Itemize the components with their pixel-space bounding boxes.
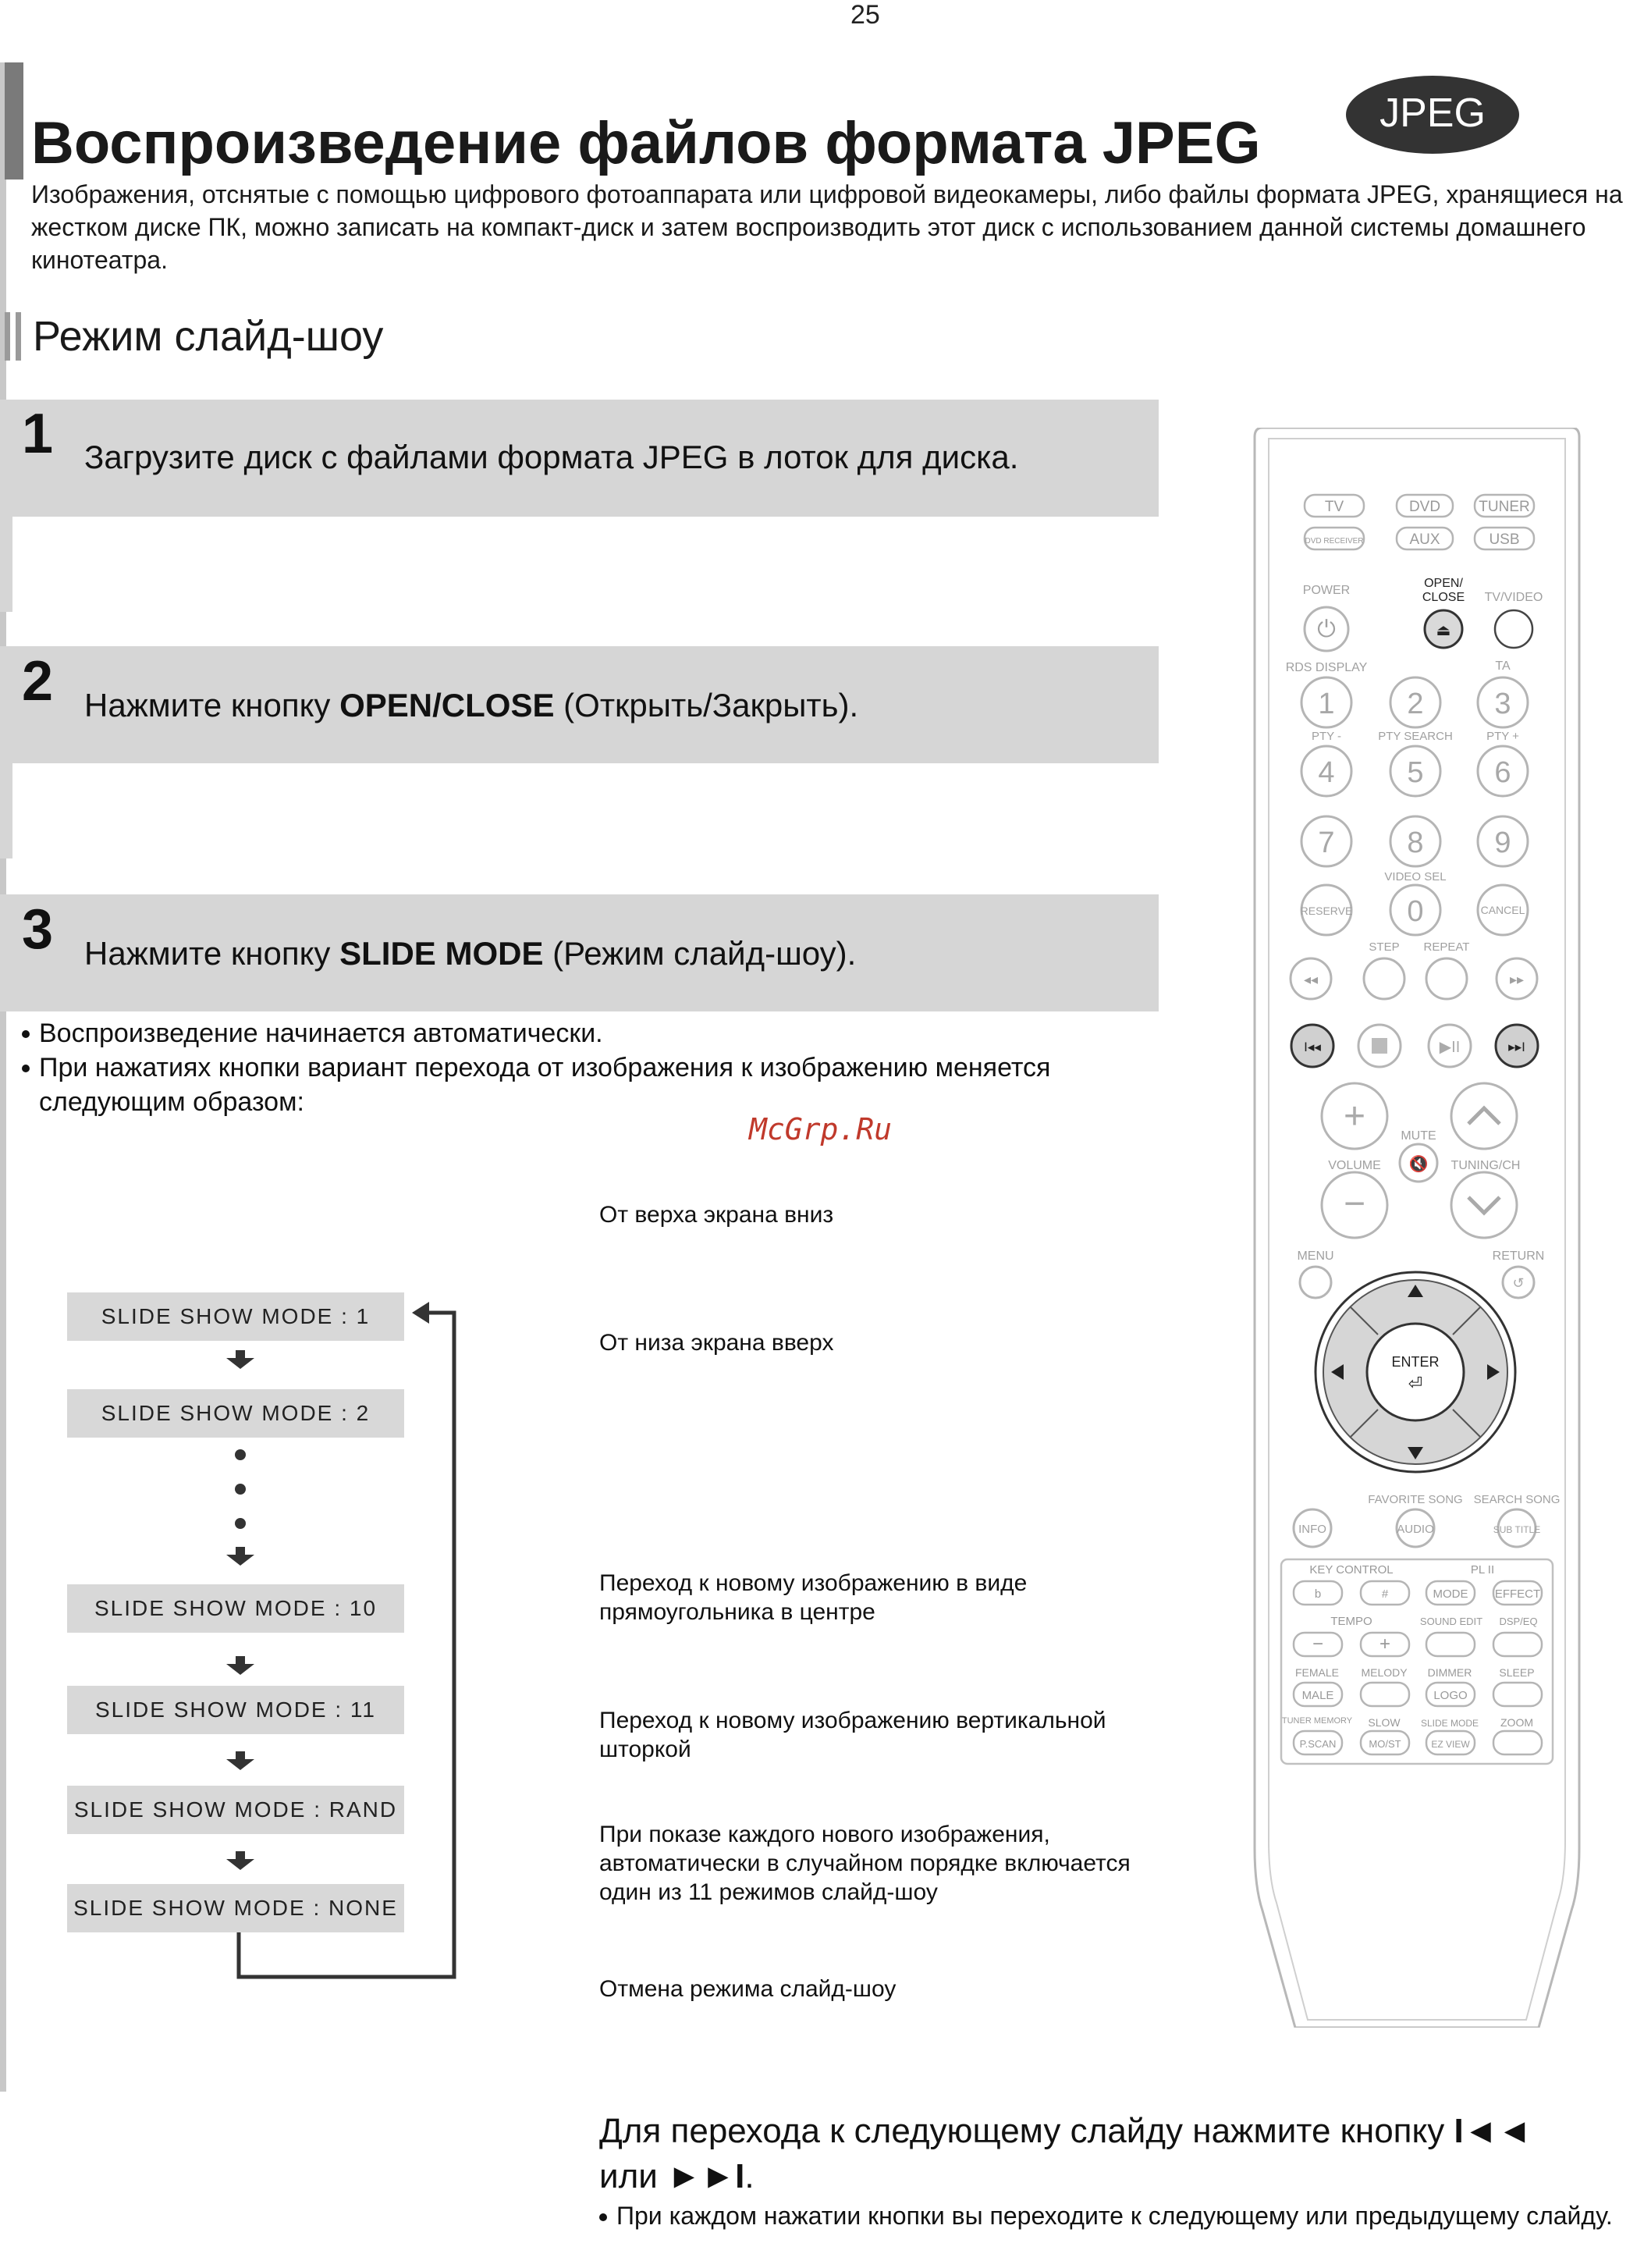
desc-mode-10: Переход к новому изображению в виде прямоугольника в центре xyxy=(599,1570,1028,1625)
desc-mode-rand: При показе каждого нового изображения, автоматически в случайном порядке включается один из 11 режимов слайд-шоу xyxy=(599,1822,1131,1905)
note-heading-end: . xyxy=(744,2157,755,2195)
desc-mode-2: От низа экрана вверх xyxy=(599,1330,834,1356)
prev-track-icon: I◂◂ xyxy=(1304,1040,1321,1054)
mo-st-button[interactable]: MO/ST xyxy=(1369,1738,1401,1750)
male-button[interactable]: MALE xyxy=(1301,1689,1334,1702)
step-2-gap xyxy=(0,763,12,858)
minus-icon: − xyxy=(1343,1183,1366,1225)
fast-forward-icon: ▸▸ xyxy=(1509,972,1525,987)
cancel-button[interactable]: CANCEL xyxy=(1480,904,1525,916)
jpeg-badge-label: JPEG xyxy=(1379,91,1486,136)
pty-search-label: PTY SEARCH xyxy=(1378,730,1453,743)
ellipsis-dot xyxy=(235,1484,246,1495)
desc-mode-1: От верха экрана вниз xyxy=(599,1202,834,1228)
mode-label: SLIDE SHOW MODE : 2 xyxy=(101,1401,371,1425)
step-1-number: 1 xyxy=(22,403,54,465)
logo-button[interactable]: LOGO xyxy=(1433,1689,1468,1702)
step-3-number: 3 xyxy=(22,898,54,961)
rds-label: RDS DISPLAY xyxy=(1285,661,1368,674)
step-label: STEP xyxy=(1369,940,1400,954)
source-tv[interactable]: TV xyxy=(1324,499,1344,515)
stop-icon xyxy=(1372,1038,1387,1054)
play-pause-icon: ▶II xyxy=(1439,1039,1461,1056)
menu-label: MENU xyxy=(1297,1250,1334,1263)
key-control-label: KEY CONTROL xyxy=(1309,1563,1394,1577)
down-arrow-icon xyxy=(226,1547,254,1566)
ez-view-button[interactable]: EZ VIEW xyxy=(1431,1739,1470,1750)
return-loop-line xyxy=(239,1313,454,1977)
flat-button[interactable]: b xyxy=(1314,1587,1322,1601)
mode-button[interactable]: MODE xyxy=(1433,1587,1468,1601)
sharp-button[interactable]: # xyxy=(1381,1587,1389,1601)
digit-2-button[interactable]: 2 xyxy=(1407,688,1424,720)
ellipsis-dot xyxy=(235,1518,246,1529)
list-item: При нажатиях кнопки вариант перехода от изображения к изображению меняется следующим образом: xyxy=(22,1050,1153,1119)
mode-label: SLIDE SHOW MODE : 10 xyxy=(94,1596,378,1620)
desc-mode-none: Отмена режима слайд-шоу xyxy=(599,1976,897,2002)
step-3-text-pre: Нажмите кнопку xyxy=(84,935,340,972)
step-2-text-pre: Нажмите кнопку xyxy=(84,687,340,723)
step-3-text-post: (Режим слайд-шоу). xyxy=(543,935,857,972)
source-dvd[interactable]: DVD xyxy=(1408,499,1441,515)
step-2-text xyxy=(84,687,858,724)
next-track-icon: ▸▸I xyxy=(1508,1040,1525,1054)
down-arrow-icon xyxy=(226,1656,254,1675)
mute-icon: 🔇 xyxy=(1408,1156,1429,1173)
mode-label: SLIDE SHOW MODE : 11 xyxy=(95,1697,376,1722)
effect-button[interactable]: EFFECT xyxy=(1494,1587,1541,1601)
list-item: При каждом нажатии кнопки вы переходите к следующему или предыдущему слайду. xyxy=(599,2199,1637,2232)
eject-icon: ⏏ xyxy=(1436,622,1451,639)
desc-mode-11: Переход к новому изображению вертикальной шторкой xyxy=(599,1708,1106,1762)
tempo-label: TEMPO xyxy=(1330,1615,1372,1628)
pty-plus-label: PTY + xyxy=(1486,730,1519,743)
mute-label: MUTE xyxy=(1401,1129,1436,1143)
remote-control xyxy=(1248,428,1584,2028)
search-song-label: SEARCH SONG xyxy=(1473,1493,1561,1506)
page-title: Воспроизведение файлов формата JPEG xyxy=(31,110,1261,176)
sound-edit-label: SOUND EDIT xyxy=(1419,1616,1483,1627)
rewind-icon: ◂◂ xyxy=(1303,972,1319,987)
tuning-label: TUNING/CH xyxy=(1450,1159,1521,1172)
enter-label: ENTER xyxy=(1391,1354,1440,1370)
video-sel-label: VIDEO SEL xyxy=(1384,870,1447,883)
tempo-minus-icon[interactable]: − xyxy=(1312,1633,1324,1655)
down-arrow-icon xyxy=(226,1851,254,1870)
open-close-label-1: OPEN/ xyxy=(1424,577,1463,590)
pty-minus-label: PTY - xyxy=(1311,730,1342,743)
step-3-bullets xyxy=(22,1016,1153,1119)
repeat-label: REPEAT xyxy=(1423,940,1470,954)
pscan-button[interactable]: P.SCAN xyxy=(1299,1738,1337,1750)
slide-mode-button-name: SLIDE MODE xyxy=(339,935,544,972)
enter-icon: ⏎ xyxy=(1408,1374,1423,1393)
favorite-song-label: FAVORITE SONG xyxy=(1368,1493,1463,1506)
dsp-eq-label: DSP/EQ xyxy=(1499,1616,1538,1627)
ellipsis-dot xyxy=(235,1449,246,1460)
prev-button-symbol: I◄◄ xyxy=(1454,2112,1532,2150)
digit-1-button[interactable]: 1 xyxy=(1318,688,1335,720)
plus-icon: + xyxy=(1343,1096,1366,1137)
step-2-text-post: (Открыть/Закрыть). xyxy=(554,687,859,723)
enter-button[interactable] xyxy=(1367,1324,1464,1420)
zoom-label: ZOOM xyxy=(1500,1716,1533,1729)
tv-video-label: TV/VIDEO xyxy=(1484,591,1543,604)
down-arrow-icon xyxy=(226,1350,254,1369)
pl2-label: PL II xyxy=(1470,1563,1495,1577)
open-close-label-2: CLOSE xyxy=(1422,591,1465,604)
audio-label: AUDIO xyxy=(1397,1523,1434,1536)
note-heading-pre: Для перехода к следующему слайду нажмите кнопку xyxy=(599,2112,1454,2150)
slide-mode-label: SLIDE MODE xyxy=(1420,1718,1479,1729)
digit-7-button[interactable]: 7 xyxy=(1318,827,1335,859)
note-heading xyxy=(599,2109,1532,2199)
digit-8-button[interactable]: 8 xyxy=(1407,827,1424,859)
digit-6-button[interactable]: 6 xyxy=(1494,756,1511,789)
power-icon: ⏻ xyxy=(1317,617,1336,642)
slow-label: SLOW xyxy=(1368,1716,1401,1729)
section-title: Режим слайд-шоу xyxy=(33,313,384,360)
flow-arrows xyxy=(0,1280,484,1998)
digit-3-button[interactable]: 3 xyxy=(1494,688,1511,720)
volume-label: VOLUME xyxy=(1328,1159,1381,1172)
digit-5-button[interactable]: 5 xyxy=(1407,756,1424,789)
step-1-text: Загрузите диск с файлами формата JPEG в лоток для диска. xyxy=(84,439,1019,475)
mode-label: SLIDE SHOW MODE : RAND xyxy=(73,1797,398,1822)
tempo-plus-icon[interactable]: + xyxy=(1379,1633,1391,1655)
melody-label: MELODY xyxy=(1361,1666,1408,1679)
step-3-text xyxy=(84,935,856,972)
info-label: INFO xyxy=(1298,1523,1326,1536)
power-label: POWER xyxy=(1302,584,1351,597)
source-dvd-receiver[interactable]: DVD RECEIVER xyxy=(1305,537,1364,546)
open-close-button-name: OPEN/CLOSE xyxy=(339,687,555,723)
down-arrow-icon xyxy=(226,1751,254,1770)
jpeg-badge xyxy=(1346,76,1519,154)
source-tuner[interactable]: TUNER xyxy=(1479,499,1530,515)
source-usb[interactable]: USB xyxy=(1489,531,1520,548)
digit-9-button[interactable]: 9 xyxy=(1494,827,1511,859)
mode-label: SLIDE SHOW MODE : 1 xyxy=(101,1304,371,1328)
intro-paragraph: Изображения, отснятые с помощью цифрового фотоаппарата или цифровой видеокамеры, либо файлы формата JPEG, хранящиеся на жестком диске ПК, можно записать на компакт-диск и затем воспроизводить этот диск с использованием данной системы домашнего кинотеатра. xyxy=(31,180,1623,274)
dimmer-label: DIMMER xyxy=(1427,1666,1472,1679)
digit-4-button[interactable]: 4 xyxy=(1318,756,1335,789)
return-label: RETURN xyxy=(1492,1250,1545,1263)
mode-label: SLIDE SHOW MODE : NONE xyxy=(73,1896,398,1920)
note-bullets xyxy=(599,2199,1637,2232)
watermark: McGrp.Ru xyxy=(749,1112,893,1146)
step-1-gap xyxy=(0,517,12,612)
title-accent-bar xyxy=(5,62,23,180)
page-number: 25 xyxy=(850,0,880,30)
ta-label: TA xyxy=(1495,659,1511,673)
subtitle-label: SUB TITLE xyxy=(1493,1524,1541,1535)
next-button-symbol: ►►I xyxy=(667,2157,745,2195)
source-aux[interactable]: AUX xyxy=(1409,531,1440,548)
tuner-memory-label: TUNER MEMORY xyxy=(1281,1716,1353,1726)
list-item: Воспроизведение начинается автоматически. xyxy=(22,1016,1153,1050)
return-icon: ↺ xyxy=(1512,1275,1525,1291)
left-arrow-icon xyxy=(412,1302,429,1324)
digit-0-button[interactable]: 0 xyxy=(1407,895,1424,928)
step-2-number: 2 xyxy=(22,650,54,713)
sleep-label: SLEEP xyxy=(1499,1666,1535,1679)
reserve-button[interactable]: RESERVE xyxy=(1300,905,1353,917)
female-label: FEMALE xyxy=(1294,1666,1340,1679)
note-heading-or: или xyxy=(599,2157,668,2195)
